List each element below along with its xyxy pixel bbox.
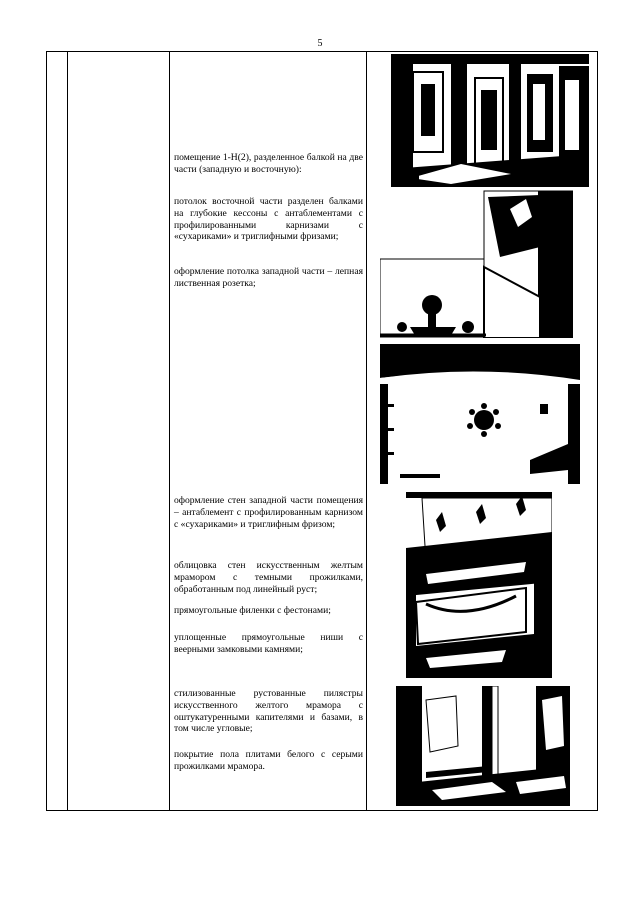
description-paragraph: облицовка стен искусственным желтым мрамором с темными прожилками, обработанным под линейный руст; bbox=[174, 560, 363, 595]
description-paragraph: уплощенные прямоугольные ниши с веерными замковыми камнями; bbox=[174, 632, 363, 655]
wall-entablature-photo bbox=[406, 492, 552, 678]
description-paragraph: покрытие пола плитами белого с серыми прожилками мрамора. bbox=[174, 749, 363, 772]
column-divider-1 bbox=[67, 52, 68, 810]
description-paragraph: оформление потолка западной части – лепная лиственная розетка; bbox=[174, 266, 363, 289]
column-divider-3 bbox=[366, 52, 367, 810]
page-number: 5 bbox=[317, 38, 323, 49]
description-paragraph: оформление стен западной части помещения – антаблемент с профилированным карнизом с «сухариками» и триглифным фризом; bbox=[174, 495, 363, 530]
ceiling-corner-photo bbox=[380, 187, 573, 338]
column-divider-2 bbox=[169, 52, 170, 810]
description-paragraph: стилизованные рустованные пилястры искусственного желтого мрамора с оштукатуренными капителями и базами, в том числе угловые; bbox=[174, 688, 363, 735]
description-paragraph: прямоугольные филенки с фестонами; bbox=[174, 605, 331, 616]
description-table bbox=[46, 51, 598, 811]
description-paragraph: помещение 1-Н(2), разделенное балкой на две части (западную и восточную): bbox=[174, 152, 363, 175]
ceiling-rosette-photo bbox=[380, 344, 580, 484]
interior-hall-photo bbox=[391, 54, 589, 187]
description-paragraph: потолок восточной части разделен балками на глубокие кессоны с антаблементами с профилированными карнизами с «сухариками» и триглифными фризами; bbox=[174, 196, 363, 243]
floor-pilaster-photo bbox=[396, 686, 570, 806]
